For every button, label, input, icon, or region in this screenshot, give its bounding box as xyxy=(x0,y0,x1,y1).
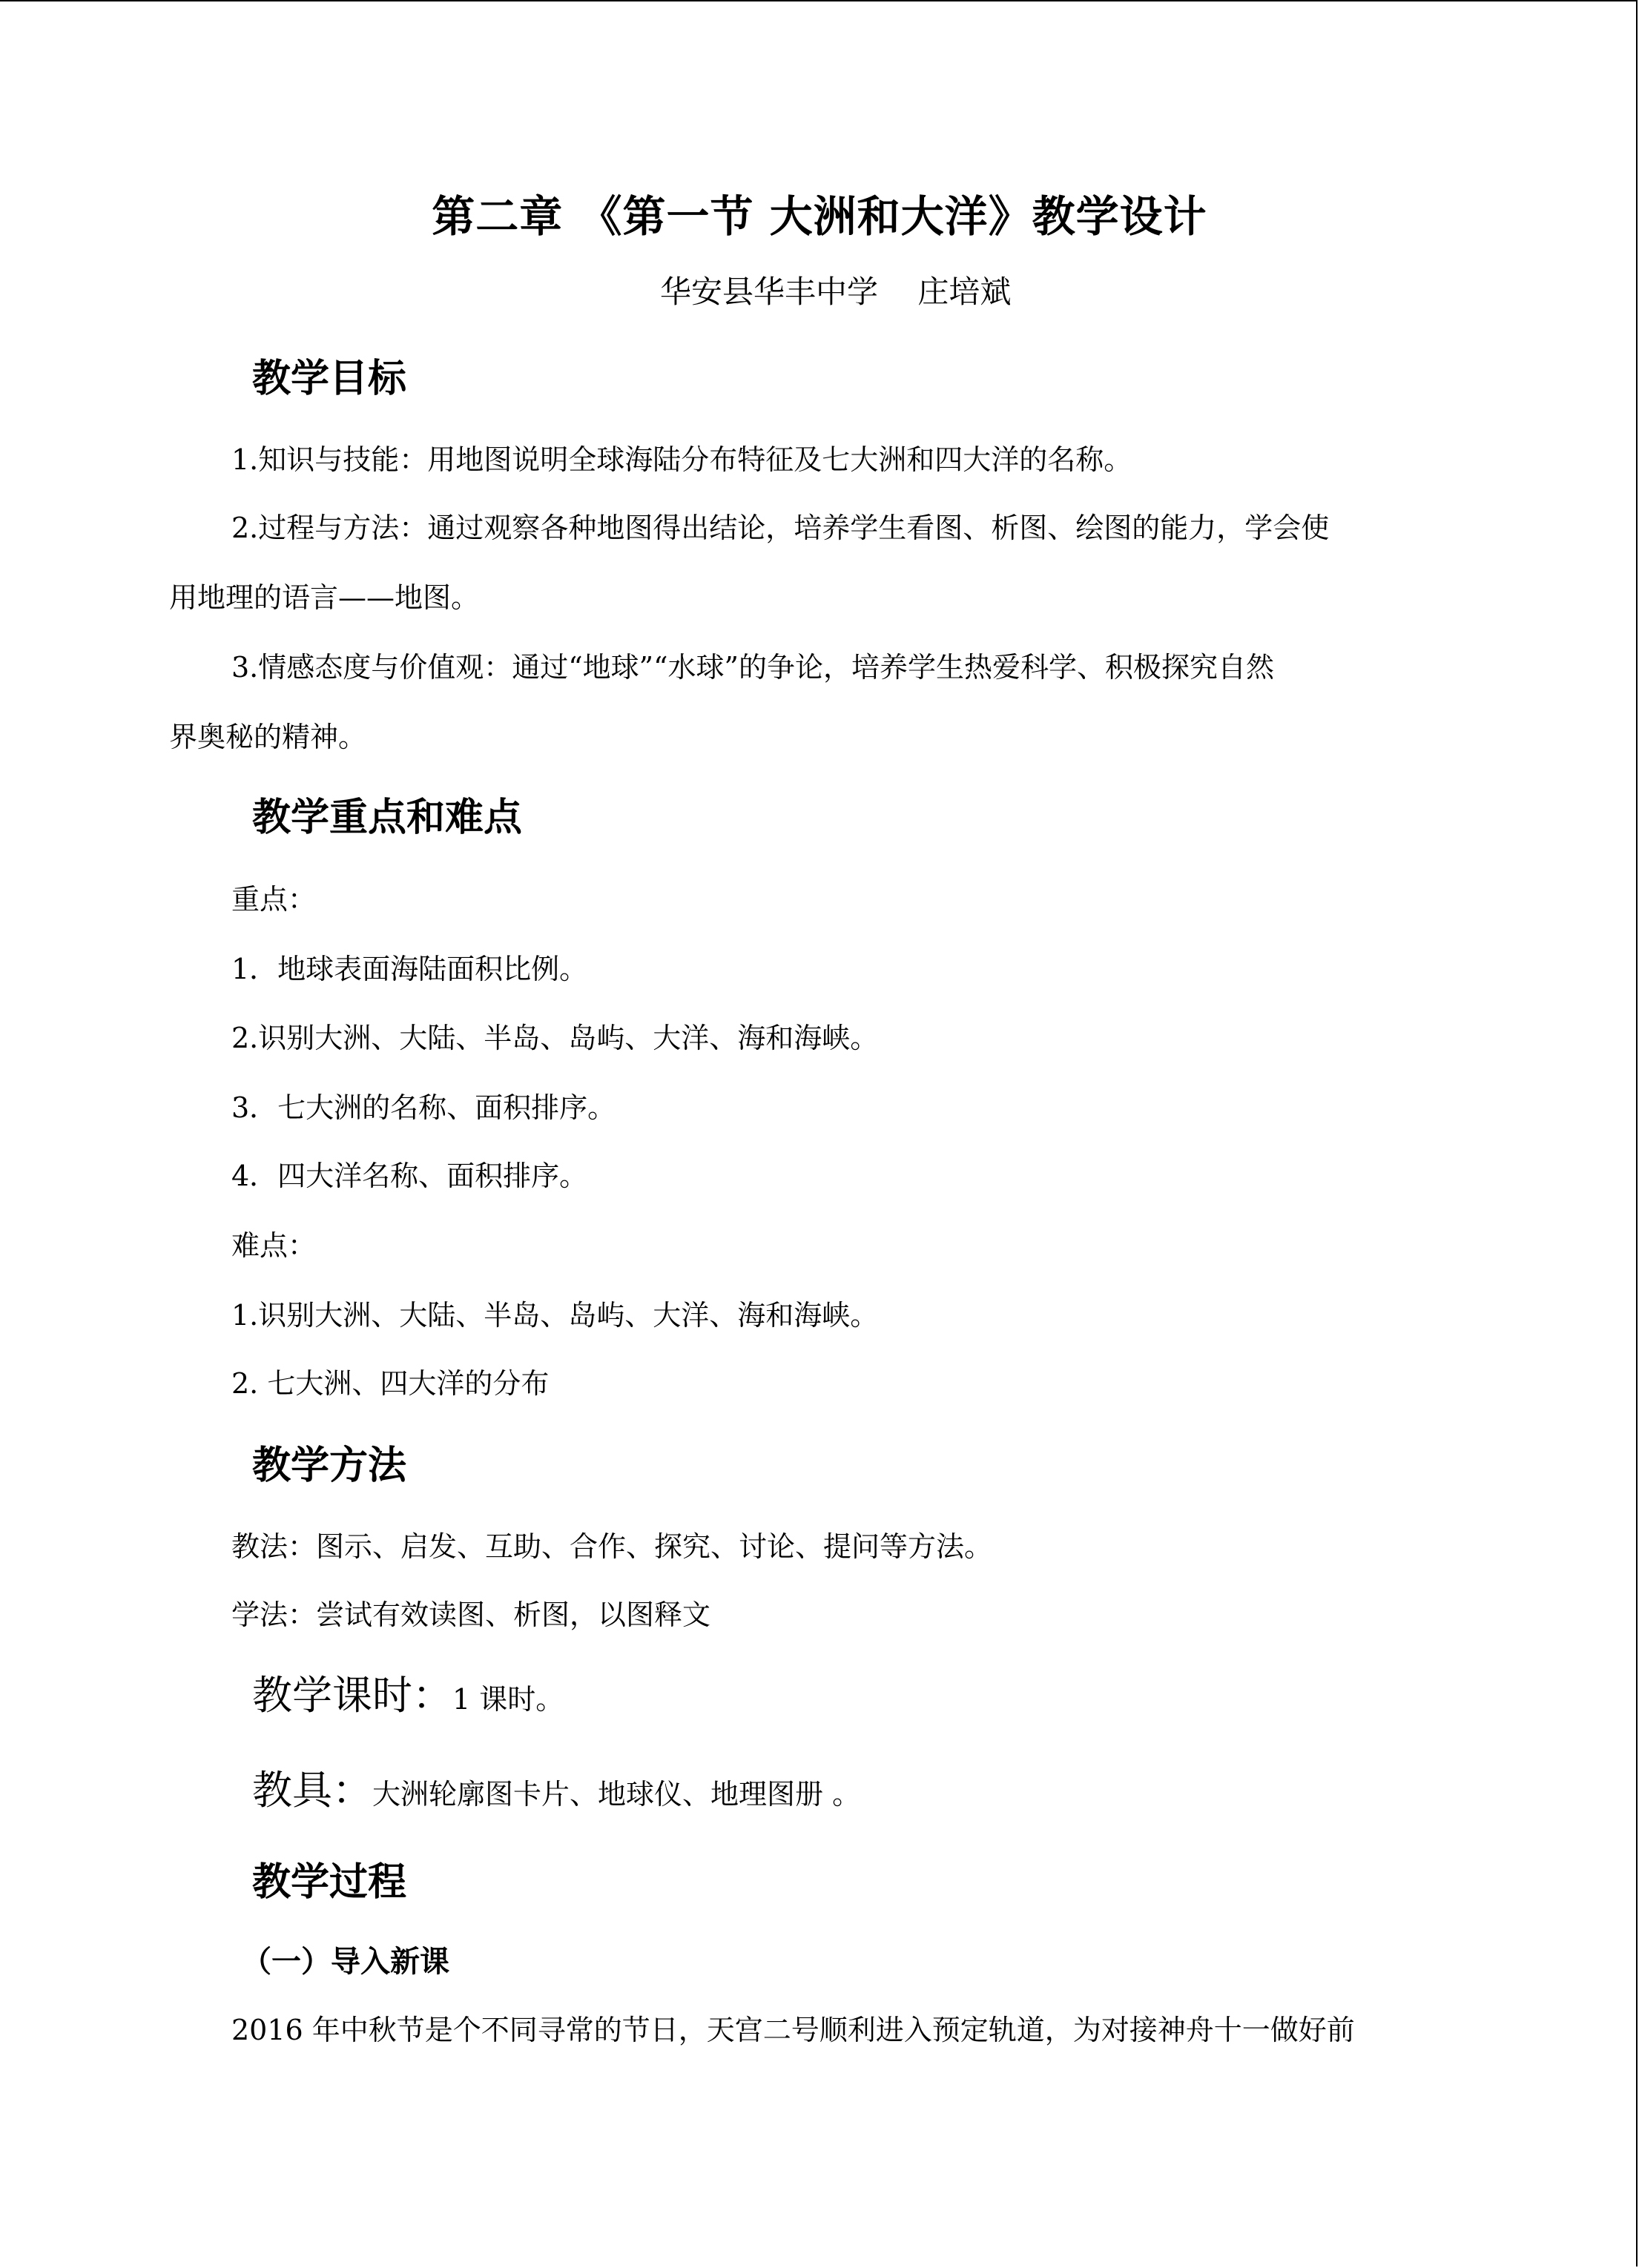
objective-item-3-line-1: 3.情感态度与价值观：通过“地球”“水球”的争论，培养学生热爱科学、积极探究自然 xyxy=(231,651,1274,684)
key-points-label: 重点： xyxy=(231,883,317,916)
document-author: 华安县华丰中学 庄培斌 xyxy=(660,274,1012,310)
key-point-2: 2.识别大洲、大陆、半岛、岛屿、大洋、海和海峡。 xyxy=(231,1022,879,1054)
key-point-3: 3．七大洲的名称、面积排序。 xyxy=(231,1091,616,1124)
heading-key-points: 教学重点和难点 xyxy=(252,796,523,840)
objective-item-2-line-1: 2.过程与方法：通过观察各种地图得出结论，培养学生看图、析图、绘图的能力，学会使 xyxy=(231,512,1330,544)
heading-process: 教学过程 xyxy=(252,1860,407,1905)
subheading-intro: （一）导入新课 xyxy=(242,1945,449,1979)
teaching-tools-value: 大洲轮廓图卡片、地球仪、地理图册 。 xyxy=(372,1778,861,1811)
heading-methods: 教学方法 xyxy=(252,1444,407,1488)
teaching-tools-label: 教具： xyxy=(252,1767,372,1814)
class-hours-value: 1 课时。 xyxy=(452,1683,564,1716)
difficult-point-1: 1.识别大洲、大陆、半岛、岛屿、大洋、海和海峡。 xyxy=(231,1299,879,1332)
difficult-point-2: 2. 七大洲、四大洋的分布 xyxy=(231,1367,550,1400)
difficult-points-label: 难点： xyxy=(231,1229,317,1262)
class-hours-label: 教学课时： xyxy=(252,1672,452,1719)
heading-objectives: 教学目标 xyxy=(252,357,407,401)
key-point-4: 4．四大洋名称、面积排序。 xyxy=(231,1160,588,1192)
teaching-tools xyxy=(252,1765,860,1820)
document-title: 第二章 《第一节 大洲和大洋》教学设计 xyxy=(432,191,1207,242)
class-hours xyxy=(252,1670,564,1725)
intro-paragraph: 2016 年中秋节是个不同寻常的节日，天宫二号顺利进入预定轨道，为对接神舟十一做好前 xyxy=(231,2014,1355,2046)
objective-item-2-line-2: 用地理的语言——地图。 xyxy=(169,581,480,614)
objective-item-3-line-2: 界奥秘的精神。 xyxy=(169,721,367,753)
teaching-method: 教法：图示、启发、互助、合作、探究、讨论、提问等方法。 xyxy=(231,1530,993,1563)
learning-method: 学法：尝试有效读图、析图，以图释文 xyxy=(231,1598,711,1631)
key-point-1: 1．地球表面海陆面积比例。 xyxy=(231,953,588,985)
objective-item-1: 1.知识与技能：用地图说明全球海陆分布特征及七大洲和四大洋的名称。 xyxy=(231,443,1132,476)
